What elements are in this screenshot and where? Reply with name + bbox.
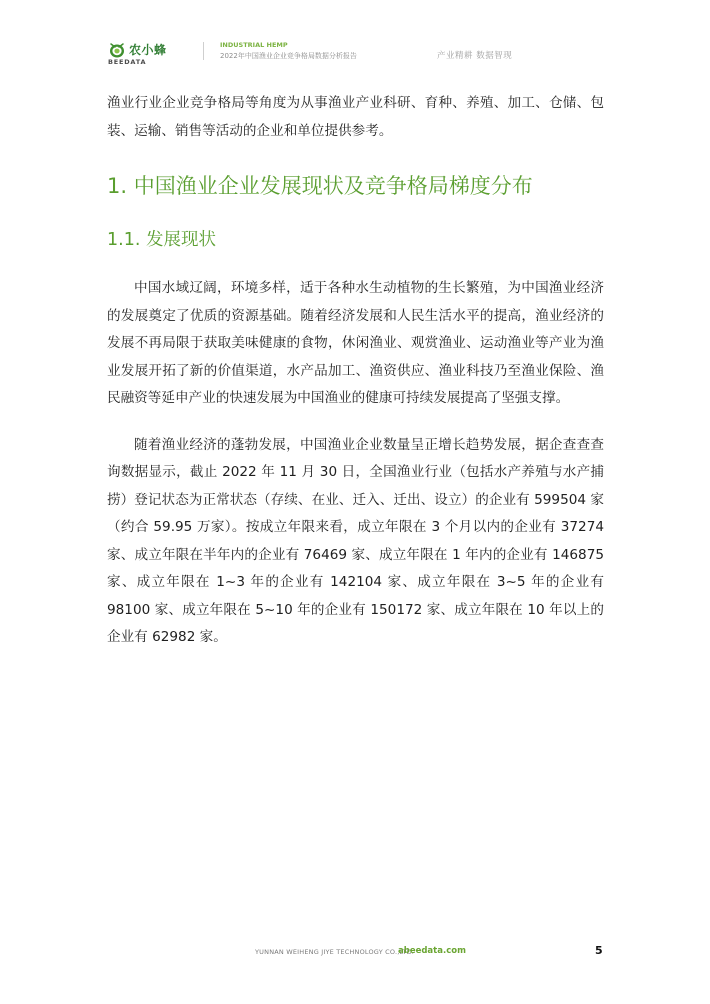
body-paragraph-2: 随着渔业经济的蓬勃发展，中国渔业企业数量呈正增长趋势发展，据企查查查询数据显示，截止 2022 年 11 月 30 日，全国渔业行业（包括水产养殖与水产捕捞）登记状态为正常状态（存续、在业、迁入、迁出、设立）的企业有 599504 家（约合 59.95 万家）。按成立年限来看，成立年限在 3 个月以内的企业有 37274 家、成立年限在半年内的企业有 76469 家、成立年限在 1 年内的企业有 146875 家、成立年限在 1~3 年的企业有 142104 家、成立年限在 3~5 年的企业有 98100 家、成立年限在 5~10 年的企业有 150172 家、成立年限在 10 年以上的企业有 62982 家。 (107, 436, 604, 645)
page-number: 5 (595, 944, 603, 957)
document-body (107, 90, 604, 652)
bee-icon (107, 40, 127, 60)
page-footer (0, 946, 710, 960)
page-header (0, 38, 710, 70)
section-heading: 1. 中国渔业企业发展现状及竞争格局梯度分布 (107, 174, 533, 198)
footer-company: YUNNAN WEIHENG JIYE TECHNOLOGY CO.,LTD. (255, 948, 415, 956)
subsection-heading: 1.1. 发展现状 (107, 230, 216, 250)
logo-chinese-name: 农小蜂 (129, 43, 167, 57)
body-paragraph-1: 中国水域辽阔，环境多样，适于各种水生动植物的生长繁殖，为中国渔业经济的发展奠定了优质的资源基础。随着经济发展和人民生活水平的提高，渔业经济的发展不再局限于获取美味健康的食物，休闲渔业、观赏渔业、运动渔业等产业为渔业发展开拓了新的价值渠道，水产品加工、渔资供应、渔业科技乃至渔业保险、渔民融资等延申产业的快速发展为中国渔业的健康可持续发展提高了坚强支撑。 (107, 280, 604, 406)
header-divider (203, 42, 204, 60)
intro-paragraph: 渔业行业企业竞争格局等角度为从事渔业产业科研、育种、养殖、加工、仓储、包装、运输、销售等活动的企业和单位提供参考。 (107, 95, 604, 139)
logo-english-name: BEEDATA (108, 58, 147, 66)
footer-website: abeedata.com (398, 946, 466, 956)
report-title: 2022年中国渔业企业竞争格局数据分析报告 (220, 52, 357, 60)
brand-logo (107, 38, 187, 68)
header-tag: INDUSTRIAL HEMP (220, 41, 288, 49)
header-slogan: 产业精耕 数据智现 (437, 51, 513, 61)
